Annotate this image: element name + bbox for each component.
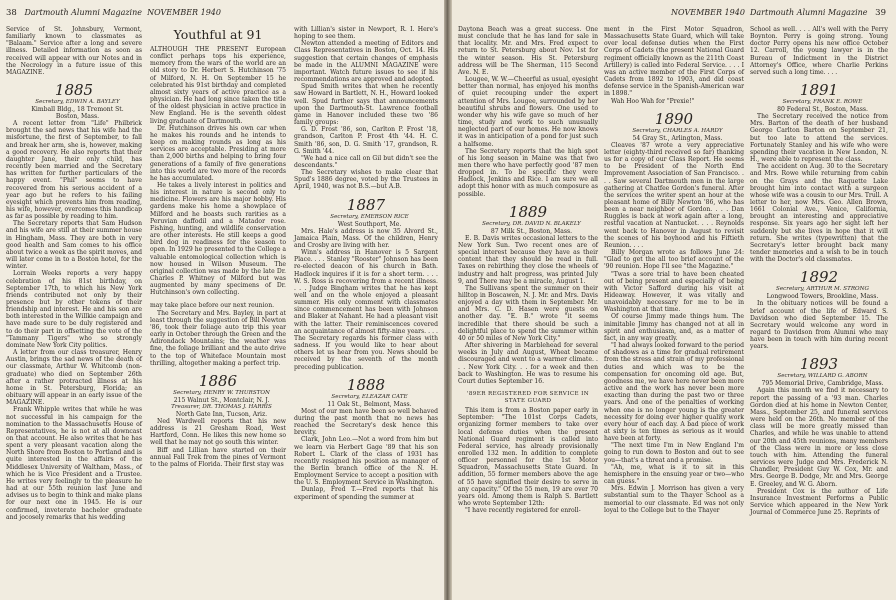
paragraph: E. B. Davis writes occasional letters to the New York Sun. Two recent ones are of special interest because they have as their content that they should be read in full. Taxes on rebirthing they close the wheels of industry and halt progress, was printed July 9, and There may be a miracle, August 1. xyxy=(458,234,598,285)
paragraph: may take place before our next reunion. xyxy=(150,302,275,310)
paragraph: Spud Smith writes that when he recently saw Howard in Bartlett, N. H., Howard looked well. Spud further says that announcements upon the Dartmouth-St. Lawrence football game in Hanover included these two '86 family groups: xyxy=(294,83,438,127)
paragraph: "I had always looked forward to the period of shadows as a time for gradual retirement from the stress and strain of my professional duties and which was to be the compensation for oncoming old age. But, goodness me, we have here never been more active and the work has never been more exacting than during the past two or three years. And one of the penalties of working when one is no longer young is the greater necessity for doing ever higher quality work every hour of each day. A bad piece of work at sixty is ten times as serious as it would have been at forty. xyxy=(604,342,744,443)
paragraph: Cleaves '87 wrote a very appreciative letter (eighty-third received so far) thanking us for a copy of our Class Report. He seems to be President of the North End Improvement Association of San Francisco. . . . Saw several Dartmouth men in the large gathering at Chatfee Gordon's funeral. After the services the writer spent an hour at the pleasant home of Billy Newton '86, who has been a near neighbor of Gordon. . . . Dan Ruggles is back at work again after a long, restful vacation at Nantucket. . . . Reynolds went back to Hanover in August to revisit the scenes of his boyhood and his Fiftieth Reunion. . . . xyxy=(604,141,744,249)
paragraph: The Secretary reports that Sam Hudson and his wife are still at their summer house in Hingham, Mass. They are both in very good health and Sam comes to his office about twice a week as the spirit moves, and will later come in to a Boston hotel, for the winter. xyxy=(6,220,142,271)
paragraph: ment in the First Motor Squadron, Massachusetts State Guard, which will take over local defense duties when the First Corps of Cadets (the present National Guard regiment officially known as the 211th Coast Artillery) is called into Federal Service. . . . I was an active member of the First Corps of Cadets from 1892 to 1903, and did coast defense service in the Spanish-American war in 1898." xyxy=(604,26,744,98)
address-line: 80 Federal St., Boston, Mass. xyxy=(777,106,868,114)
secretary-line: Secretary, CHARLES A. HARDY xyxy=(632,127,723,134)
paragraph: The Secretary reports that the high spot of his long season in Maine was that two men there who have perfectly good '87 men dropped in. To be specific they were Hadlock, Jenkins and Rice. I am sure we all adopt this honor with as much composure as possible. xyxy=(458,147,598,198)
class-year-heading: 1890 xyxy=(654,109,694,128)
secretary-line: Secretary, ARTHUR M. STRONG xyxy=(776,286,869,293)
book-gutter xyxy=(444,0,452,600)
paragraph: He takes a lively interest in politics and his interest in nature is second only to medicine. Flowers are his major hobby. His gardens make his home a showplace of Milford and he boasts such rarities as a Peruvian daffodil and a Matador rose. Fishing, hunting, and wildlife conservation are other interests. He still keeps a good bird dog in readiness for the season to open. In 1929 he presented to the College a valuable entomological collection which is now housed in Wilson Museum. The original collection was made by the late Dr. Charles P. Whitney of Milford but was augmented by many specimens of Dr. Hutchinson's own collecting. xyxy=(150,181,287,297)
magazine-title: Dartmouth Alumni Magazine xyxy=(24,8,142,17)
magazine-title: Dartmouth Alumni Magazine xyxy=(750,8,868,17)
address-line: Longwood Towers, Brookline, Mass. xyxy=(766,293,879,301)
column-left-1 xyxy=(6,26,142,521)
paragraph: A recent letter from "Life" Philbrick brought the sad news that his wife had the misfortune, the first of September, to fall and break her arm, she is, however, making a good recovery. He also reports that their daughter Jane, their only child, has recently been married and the Secretary has written for further particulars of the happy event. "Phil" seems to have recovered from his serious accident of a year ago but he refers to his failing eyesight which prevents him from reading, his wife, however, overcomes this handicap as far as possible by reading to him. xyxy=(6,120,142,221)
address-line: Kimball Bldg., 18 Tremont St. xyxy=(31,106,124,114)
paragraph: Ned Wardwell reports that his new address is 21 Gresham Road, West Hartford, Conn. He likes this new home so well that he may not go south this winter. xyxy=(150,417,286,447)
paragraph: Wah Hoo Wah for "Prexie!" xyxy=(611,97,695,105)
paragraph: In the obituary notices will be found a brief account of the life of Edward S. Davidson who died September 15. The Secretary would welcome any word in regard to Davidson from Alumni who may have been in touch with him during recent years. xyxy=(750,300,888,351)
class-year-heading: 1889 xyxy=(508,202,548,221)
column-left-2 xyxy=(150,26,286,468)
paragraph: Dr. Hutchinson drives his own car when he makes his rounds and he intends to keep on making rounds as long as his services are acceptable. Presiding at more than 2,000 births and helping to bring four generations of a family of five generations into this world are two more of the records he has accumulated. xyxy=(150,124,286,182)
paragraph: Clark, John Leo.—Not a word from him but we learn via Herbert Gage '89 that his son Robert L. Clark of the class of 1931 has recently resigned his position as manager of the Berlin branch office of the N. H. Employment Service to accept a position with the U. S. Employment Service in Washington. xyxy=(294,436,438,487)
paragraph: Frank Whipple writes that while he was not successful in his campaign for the nomination to the Massachusetts House of Representatives, he is not at all downcast on that account. He also writes that he has spent a very pleasant vacation along the North Shore from Boston to Portland and is quite interested in the affairs of the Middlesex University of Waltham, Mass., of which he is Vice President and a Trustee. He writes very feelingly to the pleasure he had at our 55th reunion last June and advises us to begin to think and make plans for our next one in 1945. He is our confirmed, inveterate bachelor graduate and jocosely remarks that his wedding xyxy=(6,406,142,521)
paragraph: The Secretary wishes to make clear that Spud's 1886 degree, voted by the Trustees in April, 1940, was not B.S.—but A.B. xyxy=(294,169,438,191)
article-title: Youthful at 91 xyxy=(173,27,263,42)
column-right-1 xyxy=(458,26,598,514)
paragraph: After shivering in Marblehead for several weeks in July and August, Wheat became discouraged and went to a warmer climate. . . . New York City. . . for a week and then back to Washington. He was to resume his Court duties September 16. xyxy=(458,342,598,385)
running-header-left xyxy=(6,8,221,18)
secretary-line: Secretary, DR. DAVID N. BLAKELY xyxy=(482,220,581,227)
paragraph: President Cox is the author of Life Insurance Investment Performs a Public Service which appeared in the New York Journal of Commerce June 25. Reprints of xyxy=(750,487,888,517)
address-line: 215 Walnut St., Montclair, N. J. xyxy=(173,396,270,404)
paragraph: Most of our men have been so well behaved during the past month that no news has reached the Secretary's desk hence this brevity. xyxy=(294,407,438,437)
paragraph: The Secretary received the notice from Mrs. Barton of the death of her husband George Carlton Barton on September 21, but too late to attend the services. Fortunately Stanley and his wife who were spending their vacation in New London, N. H., were able to represent the class. xyxy=(750,113,888,164)
paragraph: The Secretary and Mrs. Bayley, in part at least through the suggestion of Bill Newton '86, took their foliage auto trip this year early in October through the Green and the Adirondack Mountains; the weather was fine, the foliage brilliant and the auto drive to the top of Whiteface Mountain most thrilling, altogether making a perfect trip. xyxy=(150,309,286,367)
class-year-heading: 1891 xyxy=(799,81,839,100)
paragraph: Winn's address in Hanover is 5 Sargent Place. . . . Stanley "Rooster" Johnson has been re-elected deacon of his church in Bath. Hadlock inquires if it is for a short term. . . . W. S. Ross is recovering from a recent illness. . . . Judge Bingham writes that he has kept well and on the whole enjoyed a pleasant summer. His only comment with classmates since commencement has been with Johnson and Blaker at Nahant. He had a pleasant visit with the latter. Their reminiscences covered an acquaintance of almost fifty-nine years. . . . The Secretary regards his former class with sadness. If you would like to hear about others let us hear from you. News should be received by the seventh of the month preceding publication. xyxy=(294,249,438,371)
secretary-line: Secretary, ELEAZAR CATE xyxy=(331,393,408,400)
paragraph: This item is from a Boston paper early in September: "The 101st Corps Cadets, organizing former members to take over local defense duties when the present National Guard regiment is called into Federal service, has already provisionally enrolled 132 men. In addition to complete officer personnel for the 1st Motor Squadron, Massachusetts State Guard. In addition, 55 former members above the age of 55 have signified their desire to serve in any capacity." Of the 55 men, 19 are over 70 years old. Among them is Ralph S. Bartlett who wrote September 12th: xyxy=(458,407,598,508)
paragraph: Mrs. Edwin J. Morrison has given a very substantial sum to the Thayer School as a memorial to our classmate. Ed was not only loyal to the College but to the Thayer xyxy=(604,485,744,514)
class-year-heading: 1885 xyxy=(54,81,94,100)
left-page xyxy=(0,0,444,600)
treasurer-line: Treasurer, DR. THOMAS J. HARRIS xyxy=(171,403,272,410)
secretary-line: Secretary, EDWIN A. BAYLEY xyxy=(35,99,120,106)
address-line: North Gate Inn, Tucson, Ariz. xyxy=(175,410,268,418)
address-line: Boston, Mass. xyxy=(55,113,100,121)
paragraph: "Twas a sore trial to have been cheated out of being present and especially of being with Victor Safford during his visit at Hideaway. However, it was vitally and unavoidably necessary for me to be in Washington at that time. xyxy=(604,270,744,314)
class-year-heading: 1888 xyxy=(346,375,386,394)
paragraph: ALTHOUGH THE PRESENT European conflict perhaps tops his experience, memory from the wars of the world are an old story to Dr. Herbert S. Hutchinson '75 of Milford, N. H. On September 15 he celebrated his 91st birthday and completed almost sixty years of active practice as a physician. He had long since taken the title of the oldest physician in active practice in New England. He is the seventh oldest living graduate of Dartmouth. xyxy=(150,46,286,125)
paragraph: Again this month we find it necessary to report the passing of a '93 man. Charles Gordon died at his home in Newton Center, Mass., September 25, and funeral services were held on the 26th. No member of the class will be more greatly missed than Charles, and while he was unable to attend our 20th and 45th reunions, many members of the Class were in more or less close touch with him. Attending the funeral services were Judge and Mrs. Frederick N. Chandler, President Guy W. Cox, Mr. and Mrs. George B. Dodge, Mr. and Mrs. George E. Greeley, and W. G. Aborn. xyxy=(750,387,888,488)
class-year-heading: 1886 xyxy=(198,371,238,390)
running-header-right xyxy=(671,8,886,18)
address-line: 11 Oak St., Belmont, Mass. xyxy=(327,400,412,408)
right-page xyxy=(452,0,896,600)
paragraph: with Lillian's sister in Newport, R. I. Here's hoping to see them. xyxy=(294,26,438,41)
secretary-line: Secretary, FRANK E. ROWE xyxy=(782,99,863,106)
paragraph: "The next time I'm in New England I'm going to run down to Boston and out to see you—that's a threat and a promise. xyxy=(604,442,744,464)
secretary-line: Secretary, WILLARD G. ABORN xyxy=(777,373,868,380)
column-right-3 xyxy=(750,26,888,516)
class-year-heading: 1893 xyxy=(799,355,839,374)
paragraph: "Ah, me, what is it to sit in this hemisphere in the ensuing year or two—who can guess." xyxy=(604,463,744,486)
paragraph: Biff and Lillian have started on their annual Fall Trek from the pines of Vermont to the palms of Florida. Their first stay was xyxy=(150,446,286,468)
column-right-2 xyxy=(604,26,744,514)
page-number: 39 xyxy=(875,8,886,18)
address-line: 87 Milk St., Boston, Mass. xyxy=(490,227,573,235)
paragraph: The Sullivans spent the summer on their hilltop in Boscawen, N. J. Mr. and Mrs. Davis enjoyed a day with them in September. Mr. and Mrs. C. D. Hasen were guests on another day. "E. B." wrote "it seems incredible that there should be such a delightful place to spend the summer within 40 or 50 miles of New York City." xyxy=(458,284,598,342)
address-line: 795 Memorial Drive, Cambridge, Mass. xyxy=(761,380,884,388)
paragraph: Billy Morgan wrote as follows June 24: "Glad to get the all too brief account of the '90 reunion. Hope I'll see "the Magazine." xyxy=(604,249,744,271)
paragraph: Daytona Beach was a great success. One must conclude that he has land for sale in that locality. Mr. and Mrs. Fred expect to return to St. Petersburg about Nov. 1st for the winter season. His St. Petersburg address will be The Sherman, 115 Second Ave. N. E. xyxy=(458,26,598,76)
notice-heading: '89ER REGISTERED FOR SERVICE IN STATE GUARD xyxy=(466,391,590,405)
paragraph: Mrs. Hale's address is now 35 Alvord St., Jamaica Plain, Mass. Of the children, Henry and Crosby are living with her. xyxy=(294,227,438,249)
column-left-3 xyxy=(294,26,438,501)
secretary-line: Secretary, HENRY W. THURSTON xyxy=(173,389,270,396)
paragraph: The accident on Aug. 30 to the Secretary and Mrs. Rowe while returning from cabin on the Grays and the Raquette Lake brought him into contact with a surgeon whose wife was a cousin to our Mrs. Trull. A letter to her, now Mrs. Geo. Allen Brown, 1661 Colonial Ave., Venice, California, brought an interesting and appreciative response. Six years ago her sight left her suddenly but she lives in hope that it will return. She writes (typewritten) that the Secretary's letter brought back many tender memories and a wish to be in touch with the Doctor's old classmates. xyxy=(750,163,888,264)
issue-month: NOVEMBER 1940 xyxy=(671,8,745,17)
paragraph: Lougee, W. W.—Cheerful as usual, eyesight better than normal, has enjoyed his months of quiet recouping under the expert attention of Mrs. Lougee, surrounded by her beautiful shrubs and flowers. One used to wonder why his wife gave so much of her time, study and work to such unusually neglected part of our homes. He now knows it was in anticipation of a pond for just such a halfsome. xyxy=(458,76,598,148)
paragraph: A letter from our class treasurer, Henry Austin, brings the sad news of the death of our classmate, Arthur W. Whitcomb (non-graduate) who died on September 26th after a rather protracted illness at his home in St. Petersburg, Florida; an obituary will appear in an early issue of the MAGAZINE. xyxy=(6,349,142,407)
paragraph: Of course Jimmy made things hum. The inimitable Jimmy has changed not at all in spirit and enthusiasm, and, as a matter of fact, in any way greatly. xyxy=(604,313,744,342)
paragraph: "I have recently registered for enroll- xyxy=(465,507,581,515)
address-line: West Southport, Me. xyxy=(337,220,402,228)
paragraph: Newton attended a meeting of Editors and Class Representatives in Boston, Oct. 14. His suggestion that certain changes of emphasis be made in the ALUMNI MAGAZINE were important. Watch future issues to see if his recommendations are approved and adopted. xyxy=(294,40,438,84)
paragraph: G. D. Frost '86, son, Carlton P. Frost '18, grandson, Carlton P. Frost 4th '44. H. C. Smith '86, son, D. G. Smith '17, grandson, R. G. Smith '44. xyxy=(294,126,438,155)
class-year-heading: 1887 xyxy=(346,195,386,214)
paragraph: "We had a nice call on Gil but didn't see the descendants." xyxy=(294,154,438,169)
secretary-line: Secretary, EMERSON RICE xyxy=(330,213,409,220)
paragraph: Service of St. Johnsbury, Vermont, familiarly known to classmates as "Balaam." Service after a long and severe illness. Detailed information as soon as received will appear with our Notes and in the Necrology in a future issue of this MAGAZINE. xyxy=(6,26,142,76)
address-line: 54 Gray St., Arlington, Mass. xyxy=(632,134,723,142)
page-number: 38 xyxy=(6,8,17,18)
paragraph: Dunlap, Fred T.—Fred reports that his experiment of spending the summer at xyxy=(294,486,438,501)
issue-month: NOVEMBER 1940 xyxy=(147,8,221,17)
paragraph: School as well. . . . All's well with the Perry Boynton. Perry is going strong. Young doctor Perry opens his new office October 12. Carroll, the young lawyer is in the Bureau of Indictment in the District Attorney's Office, where Charlie Perkins served such a long time. . . . xyxy=(750,26,888,76)
paragraph: Lorrain Weeks reports a very happy celebration of his 81st birthday, on September 17th, to which his New York friends contributed not only by their presence but by other tokens of their friendship and interest. He and his son are both interested in the Willkie campaign and have made sure to be duly registered and to do their part in offsetting the vote of the "Tammany Tigers" who so strongly dominate New York City politics. xyxy=(6,270,142,349)
class-year-heading: 1892 xyxy=(799,268,839,287)
